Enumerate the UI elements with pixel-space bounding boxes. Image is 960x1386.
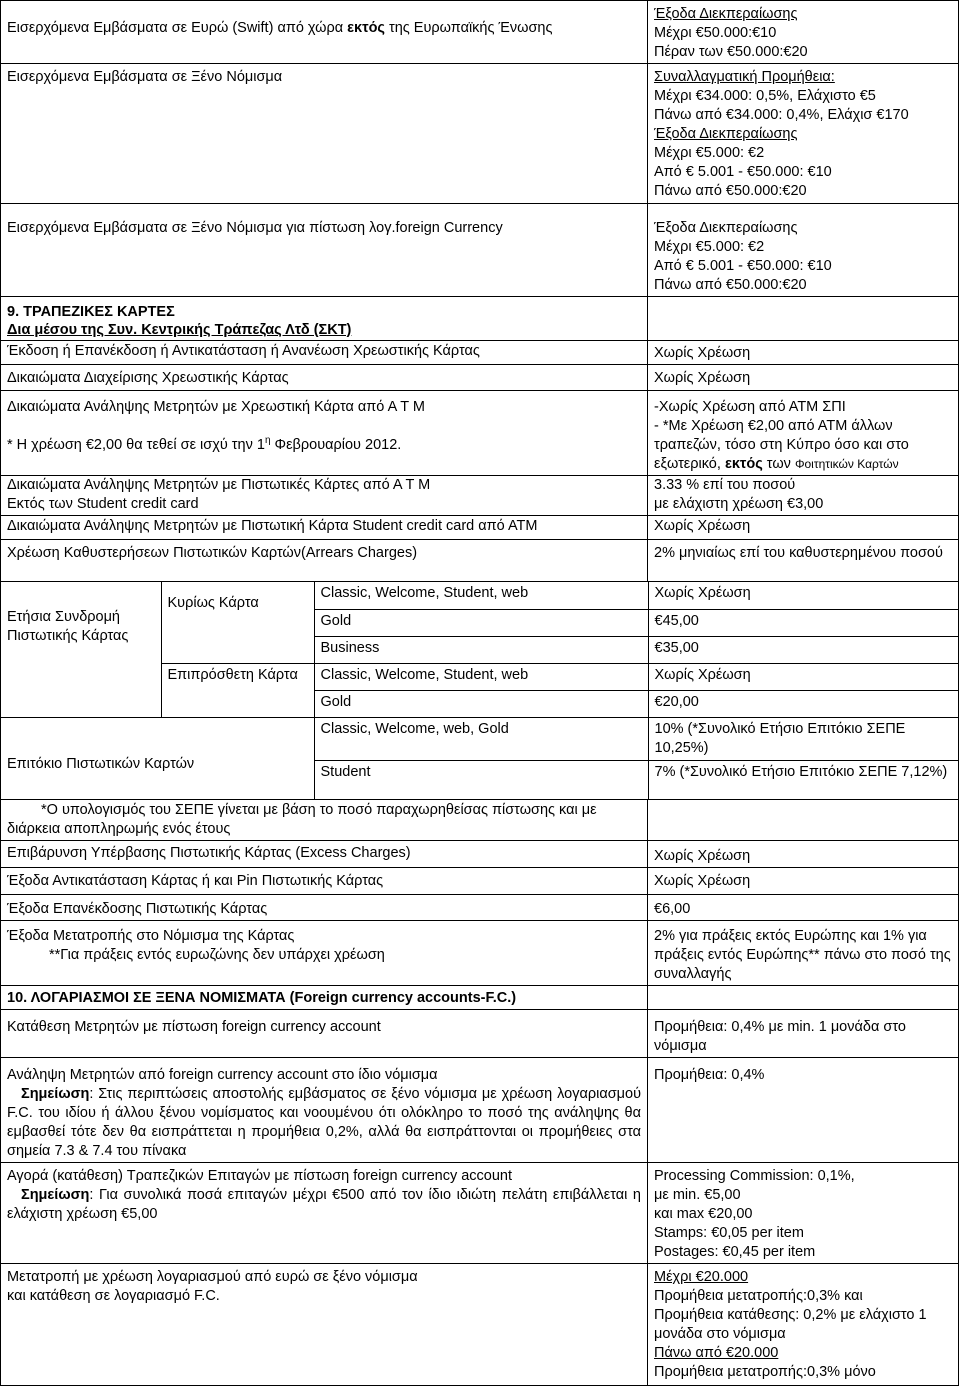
rate-type-1: Classic, Welcome, web, Gold xyxy=(320,721,509,737)
rate-fee-1: 10% (*Συνολικό Ετήσιο Επιτόκιο ΣΕΠΕ 10,25%) xyxy=(654,721,906,756)
arrears-fee: 2% μηνιαίως επί του καθυστερημένου ποσού xyxy=(654,545,943,561)
swift-fee-1: Μέχρι €50.000:€10 xyxy=(654,25,777,41)
swift-fees-title: Έξοδα Διεκπεραίωσης xyxy=(654,6,798,22)
rate-type-2: Student xyxy=(320,764,371,780)
supp-fee-2: €20,00 xyxy=(654,693,699,710)
withdraw-label: Ανάληψη Μετρητών από foreign currency account στο ίδιο νόμισμα xyxy=(7,1066,438,1083)
cheques-fee-2: με min. €5,00 xyxy=(654,1186,741,1203)
main-fee-3: €35,00 xyxy=(654,639,699,656)
row-cheques xyxy=(1,1162,959,1263)
conv-note: **Για πράξεις εντός ευρωζώνης δεν υπάρχει χρέωση xyxy=(49,946,385,963)
excess-fee: Χωρίς Χρέωση xyxy=(654,847,751,864)
main-fee-2: €45,00 xyxy=(654,612,699,629)
conv-fee: 2% για πράξεις εκτός Ευρώπης και 1% για πράξεις εντός Ευρώπης** πάνω στο ποσό της συναλλαγής xyxy=(654,927,951,982)
atm-credit-fee-1: 3.33 % επί του ποσού xyxy=(654,477,796,493)
foreign-fees-title2: Έξοδα Διεκπεραίωσης xyxy=(654,126,798,142)
convert-fee-title: Μέχρι €20.000 xyxy=(654,1268,749,1285)
withdraw-fee: Προμήθεια: 0,4% xyxy=(654,1066,765,1083)
conv-label: Έξοδα Μετατροπής στο Νόμισμα της Κάρτας xyxy=(7,927,295,944)
convert-fee-a1: Προμήθεια μετατροπής:0,3% και xyxy=(654,1287,863,1304)
replace-fee: Χωρίς Χρέωση xyxy=(654,872,751,889)
row-atm-student xyxy=(1,516,959,540)
supp-fee-1: Χωρίς Χρέωση xyxy=(654,666,751,683)
row-sec10 xyxy=(1,985,959,1009)
row-conv xyxy=(1,920,959,985)
supp-type-1: Classic, Welcome, Student, web xyxy=(320,666,529,683)
main-type-2: Gold xyxy=(320,612,352,629)
row-deposit xyxy=(1,1009,959,1057)
foreign-fees-title: Συναλλαγματική Προμήθεια: xyxy=(654,69,835,85)
row-atm-credit xyxy=(1,476,959,516)
cheques-fee-4: Stamps: €0,05 per item xyxy=(654,1224,804,1241)
debit-mgmt-fee: Χωρίς Χρέωση xyxy=(654,370,751,386)
row-debit-issue xyxy=(1,341,959,365)
main-fee-1: Χωρίς Χρέωση xyxy=(654,585,751,601)
arrears-label: Χρέωση Καθυστερήσεων Πιστωτικών Καρτών(Arrears Charges) xyxy=(7,545,418,561)
row-convert xyxy=(1,1263,959,1385)
annual-label: Ετήσια Συνδρομή Πιστωτικής Κάρτας xyxy=(7,609,129,644)
row-reissue xyxy=(1,894,959,920)
section-10-title: 10. ΛΟΓΑΡΙΑΣΜΟΙ ΣΕ ΞΕΝΑ ΝΟΜΙΣΜΑΤΑ (Foreign currency accounts-F.C.) xyxy=(7,989,517,1006)
cheques-fee-5: Postages: €0,45 per item xyxy=(654,1243,816,1260)
row-withdraw xyxy=(1,1057,959,1162)
fc-label: Εισερχόμενα Εμβάσματα σε Ξένο Νόμισμα για πίστωση λογ.foreign Currency xyxy=(7,220,503,236)
main-card-label: Κυρίως Κάρτα xyxy=(167,595,259,611)
cheques-fee-1: Processing Commission: 0,1%, xyxy=(654,1167,855,1184)
row-rate xyxy=(1,718,959,800)
rate-subtable xyxy=(1,718,959,799)
supp-type-2: Gold xyxy=(320,693,352,710)
atm-debit-note: * Η χρέωση €2,00 θα τεθεί σε ισχύ την $1^\eta$ Φεβρουαρίου 2012. xyxy=(7,435,402,453)
reissue-label: Έξοδα Επανέκδοσης Πιστωτικής Κάρτας xyxy=(7,900,268,917)
row-annual xyxy=(1,582,959,718)
foreign-fee-a1: Μέχρι €34.000: 0,5%, Ελάχιστο €5 xyxy=(654,88,876,104)
cheques-fee-3: και max €20,00 xyxy=(654,1205,753,1222)
section-9-subtitle: Δια μέσου της Συν. Κεντρικής Τράπεζας Λτδ (ΣΚΤ) xyxy=(7,322,352,338)
fc-fee-3: Πάνω από €50.000:€20 xyxy=(654,277,807,293)
row-sepe-note xyxy=(1,799,959,840)
fc-fee-2: Από € 5.001 - €50.000: €10 xyxy=(654,258,832,274)
row-replace xyxy=(1,867,959,894)
foreign-fee-b3: Πάνω από €50.000:€20 xyxy=(654,183,807,199)
atm-credit-label: Δικαιώματα Ανάληψης Μετρητών με Πιστωτικές Κάρτες από Α Τ Μ xyxy=(7,477,431,493)
rate-fee-2: 7% (*Συνολικό Ετήσιο Επιτόκιο ΣΕΠΕ 7,12%) xyxy=(654,764,948,780)
section-9-title: 9. ΤΡΑΠΕΖΙΚΕΣ ΚΑΡΤΕΣ xyxy=(7,304,175,320)
row-atm-debit xyxy=(1,391,959,476)
row-sec9 xyxy=(1,297,959,341)
convert-fee-title2: Πάνω από €20.000 xyxy=(654,1344,779,1361)
main-type-1: Classic, Welcome, Student, web xyxy=(320,585,529,601)
main-type-3: Business xyxy=(320,639,380,656)
foreign-label: Εισερχόμενα Εμβάσματα σε Ξένο Νόμισμα xyxy=(7,69,283,85)
foreign-fee-b1: Μέχρι €5.000: €2 xyxy=(654,145,765,161)
atm-debit-fee-2: - *Με Χρέωση €2,00 από ΑΤΜ άλλων τραπεζών, τόσο στη Κύπρο όσο και στο εξωτερικό, εκτός των Φοιτητικών Καρτών xyxy=(654,418,909,472)
reissue-fee: €6,00 xyxy=(654,900,691,917)
replace-label: Έξοδα Αντικατάσταση Κάρτας ή και Pin Πιστωτικής Κάρτας xyxy=(7,872,384,889)
supp-card-label: Επιπρόσθετη Κάρτα xyxy=(167,666,298,683)
fc-fee-1: Μέχρι €5.000: €2 xyxy=(654,239,765,255)
atm-debit-fee-1: -Χωρίς Χρέωση από ΑΤΜ ΣΠΙ xyxy=(654,399,846,415)
row-debit-mgmt xyxy=(1,365,959,391)
row-arrears xyxy=(1,540,959,582)
cheques-note: Σημείωση: Για συνολικά ποσά επιταγών μέχρι €500 από τον ίδιο ιδιώτη πελάτη επιβάλλεται η ελάχιστη χρέωση €5,00 xyxy=(7,1186,641,1222)
convert-fee-b: Προμήθεια μετατροπής:0,3% μόνο xyxy=(654,1363,876,1380)
withdraw-note: Σημείωση: Στις περιπτώσεις αποστολής εμβάσματος σε ξένο νόμισμα με χρέωση λογαριασμού F.C. του ιδίου ή άλλου ξένου νομίσματος και νοουμένου ότι ολόκληρο το ποσό της ανάληψης θα εμβασθεί τότε δεν θα εισπράττεται η προμήθεια 0,2%, αλλά θα εισπράττονται οι προμήθειες στα σημεία 7.3 & 7.4 του πίνακα xyxy=(7,1085,641,1159)
excess-label: Επιβάρυνση Υπέρβασης Πιστωτικής Κάρτας (Excess Charges) xyxy=(7,844,411,861)
atm-student-fee: Χωρίς Χρέωση xyxy=(654,518,751,534)
convert-fee-a2: Προμήθεια κατάθεσης: 0,2% με ελάχιστο 1 μονάδα στο νόμισμα xyxy=(654,1306,927,1342)
foreign-fee-a2: Πάνω από €34.000: 0,4%, Ελάχισ €170 xyxy=(654,107,909,123)
swift-fee-2: Πέραν των €50.000:€20 xyxy=(654,44,808,60)
deposit-label: Κατάθεση Μετρητών με πίστωση foreign currency account xyxy=(7,1018,381,1035)
convert-label-2: και κατάθεση σε λογαριασμό F.C. xyxy=(7,1287,220,1304)
convert-label: Μετατροπή με χρέωση λογαριασμού από ευρώ σε ξένο νόμισμα xyxy=(7,1268,418,1285)
cheques-label: Αγορά (κατάθεση) Τραπεζικών Επιταγών με πίστωση foreign currency account xyxy=(7,1167,513,1184)
atm-debit-label: Δικαιώματα Ανάληψης Μετρητών με Χρεωστική Κάρτα από Α Τ Μ xyxy=(7,399,425,415)
fc-fees-title: Έξοδα Διεκπεραίωσης xyxy=(654,220,798,236)
debit-issue-label: Έκδοση ή Επανέκδοση ή Αντικατάσταση ή Ανανέωση Χρεωστικής Κάρτας xyxy=(7,343,480,359)
sepe-note: *Ο υπολογισμός του ΣΕΠΕ γίνεται με βάση το ποσό παραχωρηθείσας πίστωσης και με διάρκεια αποπληρωμής ενός έτους xyxy=(7,801,597,837)
debit-issue-fee: Χωρίς Χρέωση xyxy=(654,345,751,361)
foreign-fee-b2: Από € 5.001 - €50.000: €10 xyxy=(654,164,832,180)
row-excess xyxy=(1,840,959,867)
debit-mgmt-label: Δικαιώματα Διαχείρισης Χρεωστικής Κάρτας xyxy=(7,370,289,386)
row-foreign xyxy=(1,64,959,204)
atm-student-label: Δικαιώματα Ανάληψης Μετρητών με Πιστωτική Κάρτα Student credit card από ΑΤΜ xyxy=(7,518,538,534)
atm-credit-fee-2: με ελάχιστη χρέωση €3,00 xyxy=(654,496,824,512)
swift-label: Εισερχόμενα Εμβάσματα σε Ευρώ (Swift) από χώρα εκτός της Ευρωπαϊκής Ένωσης xyxy=(7,20,553,36)
rate-label: Επιτόκιο Πιστωτικών Καρτών xyxy=(7,755,195,772)
atm-credit-label-2: Εκτός των Student credit card xyxy=(7,496,199,512)
annual-subtable xyxy=(1,582,959,717)
deposit-fee: Προμήθεια: 0,4% με min. 1 μονάδα στο νόμισμα xyxy=(654,1018,906,1054)
row-swift xyxy=(1,1,959,64)
row-fc xyxy=(1,204,959,297)
